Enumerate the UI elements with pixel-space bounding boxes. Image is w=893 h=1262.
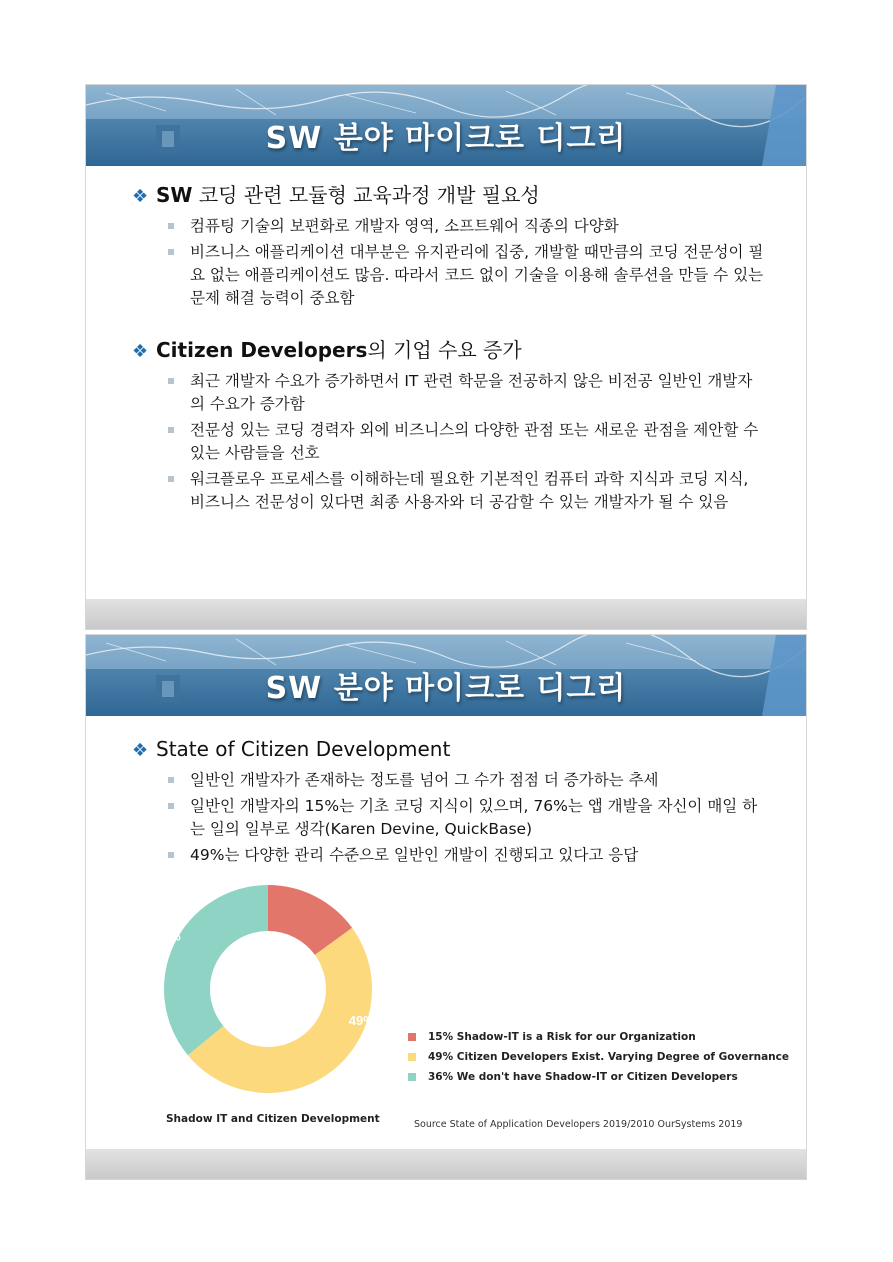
slice-data-label: 36%: [154, 928, 181, 944]
slice-data-label: 15%: [300, 877, 327, 893]
bullet-text: 일반인 개발자의 15%는 기초 코딩 지식이 있으며, 76%는 앱 개발을 자신이 매일 하는 일의 일부로 생각(Karen Devine, QuickBase): [190, 797, 758, 838]
slide-banner: [86, 85, 806, 166]
heading-text: 의 기업 수요 증가: [367, 338, 522, 362]
bullet-text: 전문성 있는 코딩 경력자 외에 비즈니스의 다양한 관점 또는 새로운 관점을 제안할 수 있는 사람들을 선호: [190, 421, 759, 462]
diamond-bullet-icon: ❖: [132, 740, 149, 761]
square-bullet-icon: [168, 852, 174, 858]
slide-title: SW 분야 마이크로 디그리: [265, 121, 627, 156]
square-bullet-icon: [168, 378, 174, 384]
bullet-text: 49%는 다양한 관리 수준으로 일반인 개발이 진행되고 있다고 응답: [190, 846, 639, 864]
heading-text: State of Citizen Development: [156, 737, 451, 761]
heading-bold-text: SW: [156, 183, 193, 207]
section-heading: [86, 735, 806, 763]
square-bullet-icon: [168, 223, 174, 229]
legend-item: [406, 1047, 789, 1067]
slice-data-label: 49%: [348, 1012, 375, 1028]
square-bullet-icon: [168, 427, 174, 433]
section-heading: [86, 181, 806, 209]
bullet-text: 워크플로우 프로세스를 이해하는데 필요한 기본적인 컴퓨터 과학 지식과 코딩 지식, 비즈니스 전문성이 있다면 최종 사용자와 더 공감할 수 있는 개발자가 될 수 있음: [190, 470, 749, 511]
square-bullet-icon: [168, 803, 174, 809]
bullet-list: [86, 370, 806, 514]
slide-1: [85, 84, 807, 630]
list-item: [86, 844, 806, 867]
bullet-list: [86, 769, 806, 867]
section-citizen-developers: [86, 336, 806, 514]
bullet-list: [86, 215, 806, 310]
bullet-text: 컴퓨팅 기술의 보편화로 개발자 영역, 소프트웨어 직종의 다양화: [190, 217, 619, 235]
section-state-of-citizen-development: [86, 735, 806, 867]
list-item: [86, 468, 806, 514]
slide-banner: [86, 635, 806, 716]
list-item: [86, 241, 806, 310]
heading-text: 코딩 관련 모듈형 교육과정 개발 필요성: [192, 183, 540, 207]
legend-label: 15% Shadow-IT is a Risk for our Organization: [428, 1031, 696, 1043]
chart-source: Source State of Application Developers 2019/2010 OurSystems 2019: [414, 1119, 743, 1130]
diamond-bullet-icon: ❖: [132, 341, 149, 362]
legend-item: [406, 1067, 789, 1087]
list-item: [86, 370, 806, 416]
list-item: [86, 795, 806, 841]
list-item: [86, 419, 806, 465]
slide-footer-band: [86, 599, 806, 629]
section-coding-module: [86, 181, 806, 310]
square-bullet-icon: [168, 777, 174, 783]
bullet-text: 일반인 개발자가 존재하는 정도를 넘어 그 수가 점점 더 증가하는 추세: [190, 771, 659, 789]
slide-content: [86, 735, 806, 870]
slide-content: [86, 181, 806, 517]
bullet-text: 비즈니스 애플리케이션 대부분은 유지관리에 집중, 개발할 때만큼의 코딩 전문성이 필요 없는 애플리케이션도 많음. 따라서 코드 없이 기술을 이용해 솔루션을 만들 수 있는 문제 해결 능력이 중요함: [190, 243, 764, 307]
legend-item: [406, 1027, 789, 1047]
legend-swatch: [408, 1053, 416, 1061]
chart-legend: [406, 1027, 789, 1087]
square-bullet-icon: [168, 476, 174, 482]
list-item: [86, 769, 806, 792]
slide-title: SW 분야 마이크로 디그리: [265, 671, 627, 706]
legend-swatch: [408, 1033, 416, 1041]
bullet-text: 최근 개발자 수요가 증가하면서 IT 관련 학문을 전공하지 않은 비전공 일반인 개발자의 수요가 증가함: [190, 372, 753, 413]
slide-footer-band: [86, 1149, 806, 1179]
legend-label: 49% Citizen Developers Exist. Varying Degree of Governance: [428, 1051, 789, 1063]
donut-slice: [164, 885, 268, 1055]
diamond-bullet-icon: ❖: [132, 186, 149, 207]
chart-caption: Shadow IT and Citizen Development: [166, 1113, 380, 1125]
slide-2: [85, 634, 807, 1180]
legend-swatch: [408, 1073, 416, 1081]
square-bullet-icon: [168, 249, 174, 255]
donut-chart: [146, 871, 406, 1111]
legend-label: 36% We don't have Shadow-IT or Citizen Developers: [428, 1071, 738, 1083]
heading-bold-text: Citizen Developers: [156, 338, 368, 362]
section-heading: [86, 336, 806, 364]
list-item: [86, 215, 806, 238]
